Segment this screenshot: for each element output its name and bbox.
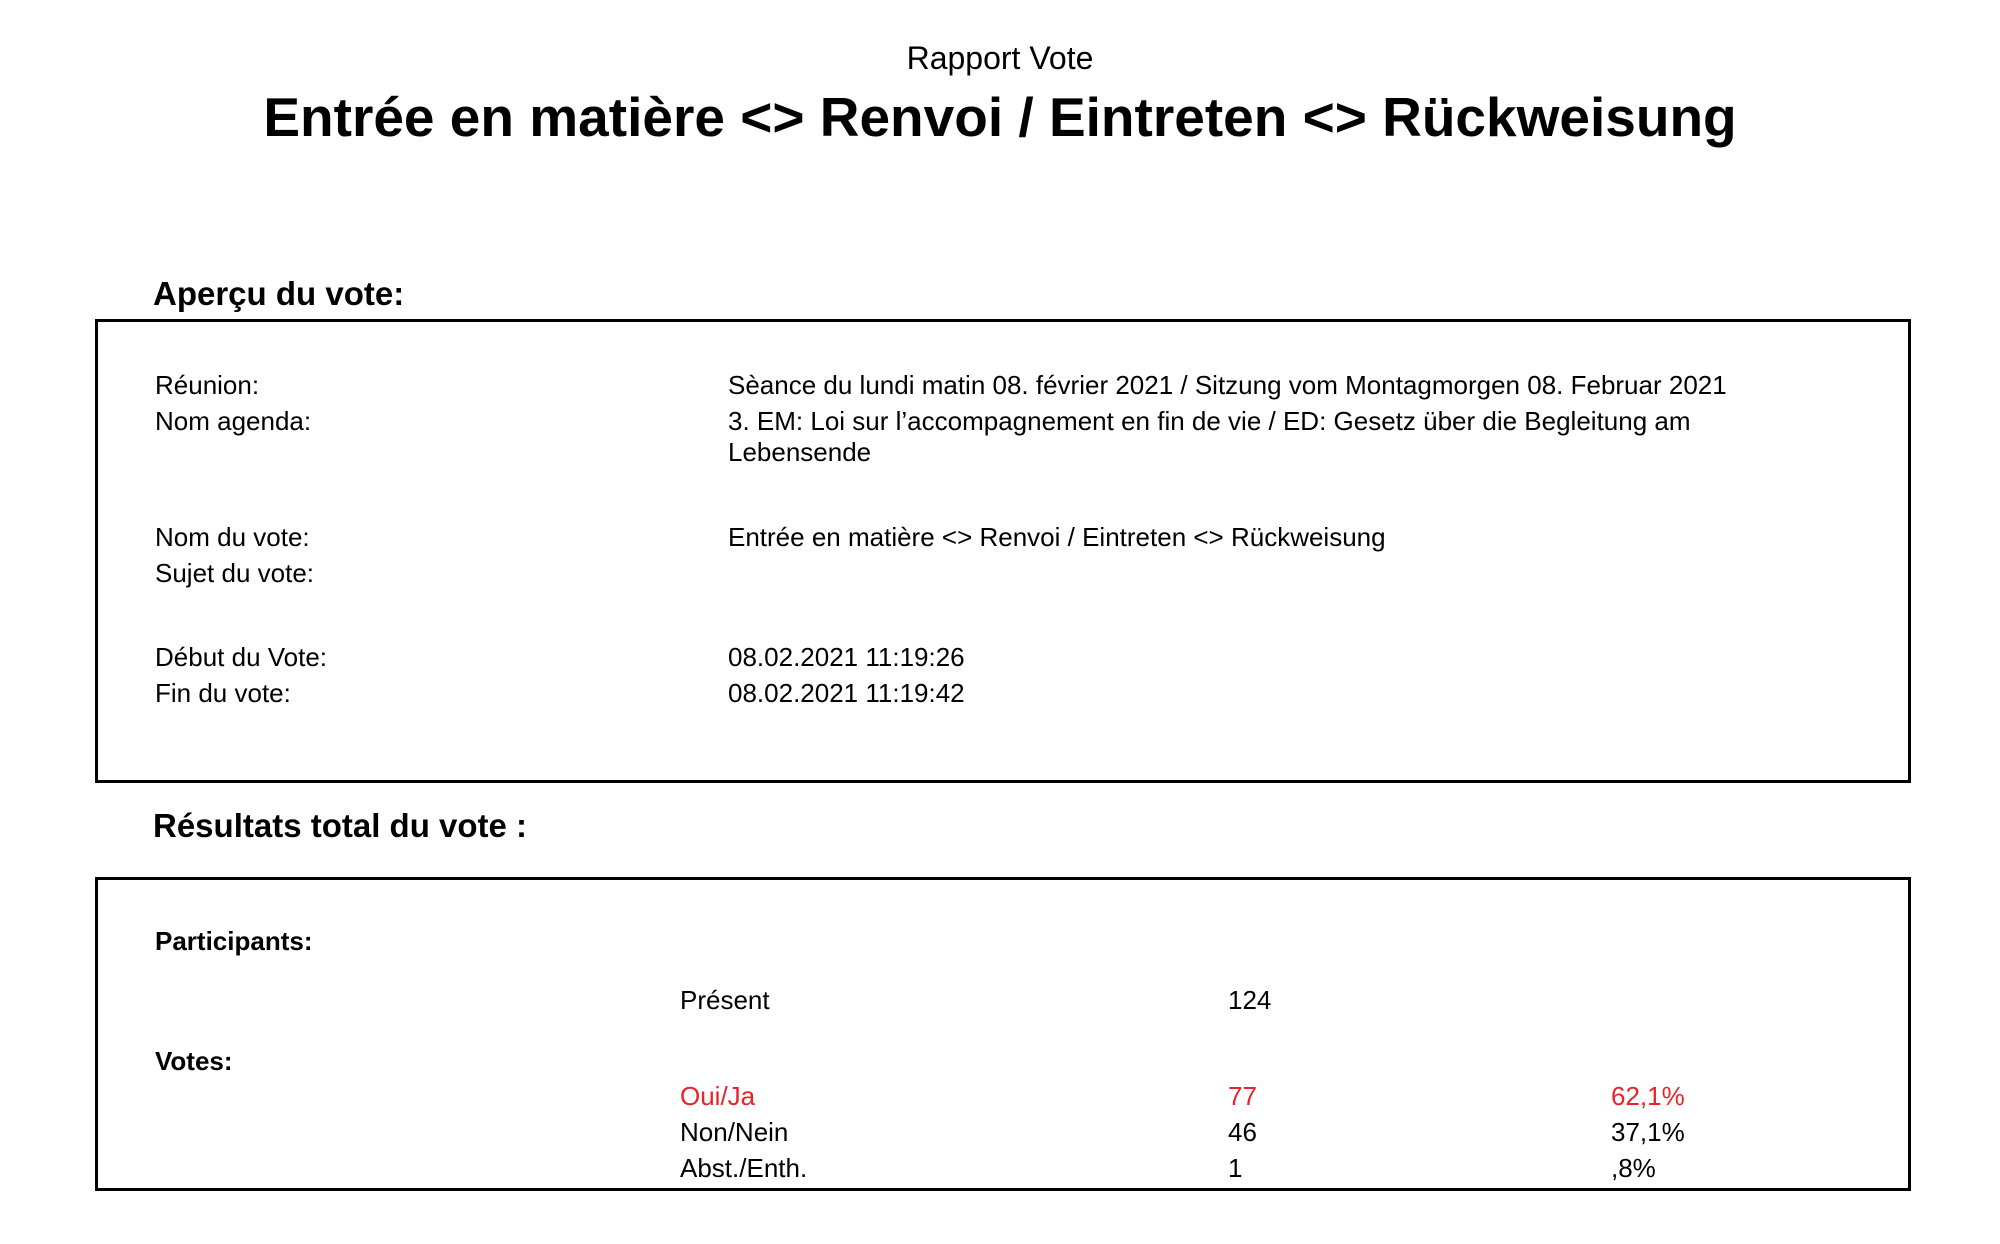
vote-no-label: Non/Nein (680, 1117, 789, 1147)
vote-start-value: 08.02.2021 11:19:26 (728, 642, 965, 672)
overview-box (95, 319, 1911, 783)
vote-yes-label: Oui/Ja (680, 1081, 756, 1111)
report-kind: Rapport Vote (906, 40, 1094, 76)
report-title: Entrée en matière <> Renvoi / Eintreten <> Rückweisung (263, 86, 1737, 148)
results-heading: Résultats total du vote : (153, 807, 528, 844)
vote-no-count: 46 (1228, 1117, 1257, 1147)
overview-heading: Aperçu du vote: (153, 275, 405, 312)
meeting-label: Réunion: (155, 370, 260, 400)
vote-abstain-count: 1 (1228, 1153, 1243, 1183)
agenda-value: 3. EM: Loi sur l’accompagnement en fin de vie / ED: Gesetz über die Begleitung am Lebensende (728, 406, 1691, 467)
agenda-label: Nom agenda: (155, 406, 312, 436)
vote-subject-label: Sujet du vote: (155, 558, 314, 588)
vote-start-label: Début du Vote: (155, 642, 328, 672)
vote-abstain-label: Abst./Enth. (680, 1153, 808, 1183)
participants-label: Participants: (155, 926, 313, 956)
meeting-value: Sèance du lundi matin 08. février 2021 / Sitzung vom Montagmorgen 08. Februar 2021 (728, 370, 1727, 400)
vote-no-percent: 37,1% (1611, 1117, 1685, 1147)
vote-name-value: Entrée en matière <> Renvoi / Eintreten <> Rückweisung (728, 522, 1386, 552)
vote-yes-count: 77 (1228, 1081, 1257, 1111)
vote-abstain-percent: ,8% (1611, 1153, 1656, 1183)
results-box (95, 877, 1911, 1191)
vote-yes-percent: 62,1% (1611, 1081, 1685, 1111)
vote-end-value: 08.02.2021 11:19:42 (728, 678, 965, 708)
vote-name-label: Nom du vote: (155, 522, 310, 552)
vote-end-label: Fin du vote: (155, 678, 291, 708)
votes-label: Votes: (155, 1046, 233, 1076)
present-label: Présent (680, 985, 770, 1015)
present-count: 124 (1228, 985, 1272, 1015)
